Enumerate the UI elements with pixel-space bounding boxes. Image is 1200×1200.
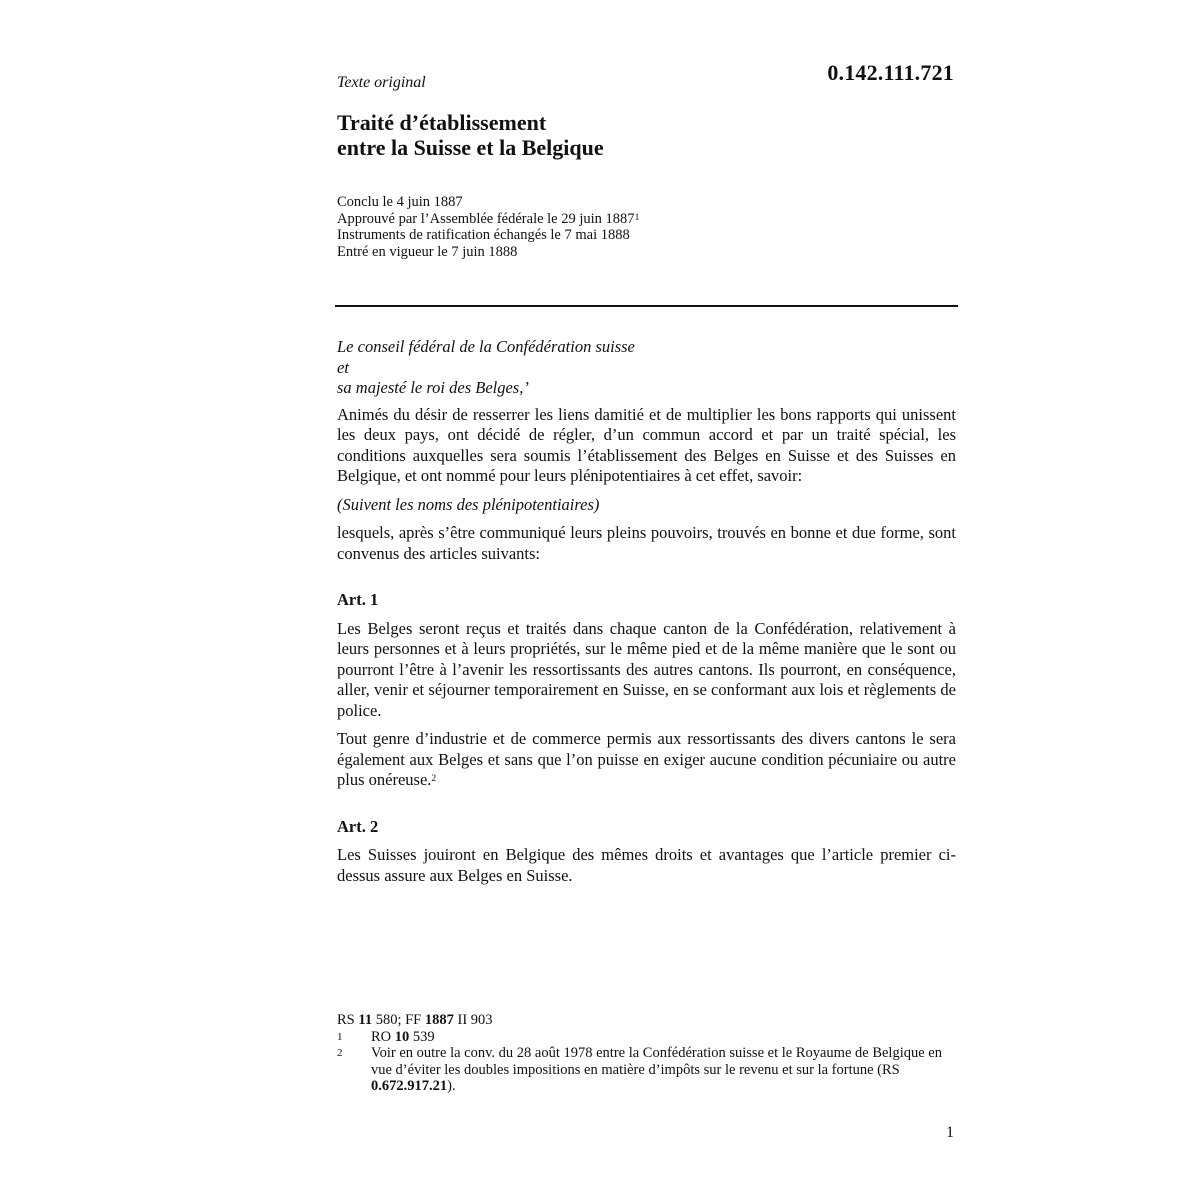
footnote-2-text: Voir en outre la conv. du 28 août 1978 entre la Confédération suisse et le Royaume de Belgique en vue d’éviter les doubles impositions en matière d’impôts sur le revenu et sur la fortune (RS 0.672.917.21). [371, 1045, 942, 1094]
section-divider [335, 305, 958, 307]
footnote-1 [337, 1029, 956, 1046]
footnote-ref-2[interactable]: 2 [431, 774, 437, 784]
footnote-ref-1[interactable]: 1 [634, 212, 640, 223]
original-text-label: Texte original [337, 74, 426, 91]
title-line-2: entre la Suisse et la Belgique [337, 135, 604, 160]
treaty-body [337, 337, 956, 886]
approved-date: Approuvé par l’Assemblée fédérale le 29 juin 1887$^1$ [337, 210, 640, 227]
article-1-paragraph-1: Les Belges seront reçus et traités dans chaque canton de la Confédération, relativement à leurs personnes et à leurs propriétés, sur le même pied et de la même manière que le sont ou pourront l’être à l’avenir les ressortissants des autres cantons. Ils pourront, en conséquence, aller, venir et séjourner temporairement en Suisse, en se conformant aux lois et règlements de police. [337, 618, 956, 720]
party-conjunction: et [337, 357, 349, 377]
footnote-2 [337, 1045, 956, 1095]
article-2-heading: Art. 2 [337, 816, 379, 836]
preamble-text: Animés du désir de resserrer les liens damitié et de multiplier les bons rapports qui unissent les deux pays, ont décidé de régler, d’un commun accord et par un traité spécial, les conditions auxquelles sera soumis l’établissement des Belges en Suisse et des Suisses en Belgique, et ont nommé pour leurs plénipotentiaires à cet effet, savoir: [337, 404, 956, 485]
preamble-conclusion: lesquels, après s’être communiqué leurs pleins pouvoirs, trouvés en bonne et due forme, sont convenus des articles suivants: [337, 523, 956, 563]
party-1: Le conseil fédéral de la Confédération suisse [337, 337, 635, 356]
footnotes [337, 1012, 956, 1095]
footnote-1-number: 1 [337, 1030, 343, 1043]
article-1-paragraph-2: Tout genre d’industrie et de commerce permis aux ressortissants des divers cantons le sera également aux Belges et sans que l’on puisse en exiger aucune condition pécuniaire ou autre plus onéreuse.$^2$ [337, 729, 956, 789]
footnote-1-text: RO 10 539 [371, 1028, 435, 1045]
title-line-1: Traité d’établissement [337, 110, 547, 135]
article-1-heading: Art. 1 [337, 590, 379, 609]
plenipotentiaries-note: (Suivent les noms des plénipotentiaires) [337, 494, 600, 514]
in-force-date: Entré en vigueur le 7 juin 1888 [337, 243, 518, 260]
treaty-dates [337, 194, 956, 260]
document-title [337, 110, 956, 160]
rs-number: 0.142.111.721 [827, 60, 954, 85]
source-reference: RS 11 580; FF 1887 II 903 [337, 1012, 493, 1028]
party-2: sa majesté le roi des Belges,’ [337, 378, 529, 397]
article-2-paragraph-1: Les Suisses jouiront en Belgique des mêmes droits et avantages que l’article premier ci-dessus assure aux Belges en Suisse. [337, 845, 956, 885]
concluded-date: Conclu le 4 juin 1887 [337, 194, 463, 210]
page-number: 1 [946, 1124, 954, 1141]
ratification-date: Instruments de ratification échangés le 7 mai 1888 [337, 227, 630, 243]
footnote-2-number: 2 [337, 1047, 343, 1059]
